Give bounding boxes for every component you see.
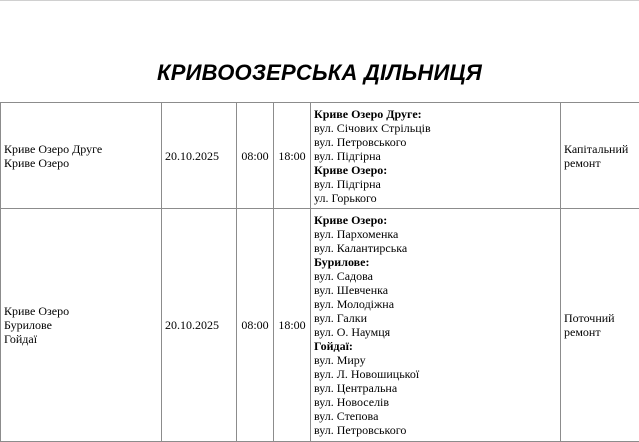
streets-cell [311, 103, 561, 209]
settlement-name: Гойдаї [4, 332, 38, 346]
street-name: ул. Горького [314, 190, 377, 205]
street-name: вул. Калантирська [314, 241, 408, 255]
street-name: вул. Січових Стрільців [314, 120, 431, 135]
street-name: вул. О. Наумця [314, 325, 391, 339]
page-title: КРИВООЗЕРСЬКА ДІЛЬНИЦЯ [157, 60, 482, 85]
settlements-cell [1, 103, 162, 209]
work-type-cell [561, 209, 639, 442]
table-row [1, 209, 639, 442]
table-row [1, 103, 639, 209]
street-name: вул. Петровського [314, 423, 407, 437]
outage-schedule-table [0, 102, 639, 442]
settlement-name: Криве Озеро [4, 304, 70, 318]
street-name: вул. Підгірна [314, 148, 381, 163]
street-name: вул. Новоселів [314, 395, 390, 409]
street-name: вул. Шевченка [314, 283, 389, 297]
end-time-cell: 18:00 [274, 209, 311, 442]
street-name: вул. Миру [314, 353, 366, 367]
street-name: вул. Підгірна [314, 176, 381, 191]
street-group-title: Бурилове: [314, 255, 370, 269]
start-time-cell: 08:00 [237, 209, 274, 442]
work-type-text: Поточний [564, 311, 615, 325]
street-group-title: Криве Озеро: [314, 162, 388, 177]
work-type-text: ремонт [564, 325, 601, 339]
start-time-cell: 08:00 [237, 103, 274, 209]
work-type-cell [561, 103, 639, 209]
end-time-cell: 18:00 [274, 103, 311, 209]
street-name: вул. Степова [314, 409, 379, 423]
work-type-text: ремонт [564, 155, 601, 170]
street-name: вул. Пархоменка [314, 227, 399, 241]
work-type-text: Капітальний [564, 141, 629, 156]
street-group-title: Криве Озеро Друге: [314, 106, 422, 121]
street-name: вул. Галки [314, 311, 368, 325]
street-name: вул. Л. Новошицької [314, 367, 420, 381]
street-group-title: Криве Озеро: [314, 213, 388, 227]
settlement-name: Криве Озеро [4, 155, 70, 170]
streets-cell [311, 209, 561, 442]
date-cell: 20.10.2025 [162, 103, 237, 209]
street-group-title: Гойдаї: [314, 339, 353, 353]
settlement-name: Криве Озеро Друге [4, 141, 103, 156]
settlements-cell [1, 209, 162, 442]
date-cell: 20.10.2025 [162, 209, 237, 442]
settlement-name: Бурилове [4, 318, 52, 332]
street-name: вул. Садова [314, 269, 373, 283]
top-divider [0, 0, 639, 1]
street-name: вул. Молодіжна [314, 297, 395, 311]
street-name: вул. Центральна [314, 381, 398, 395]
street-name: вул. Петровського [314, 134, 407, 149]
